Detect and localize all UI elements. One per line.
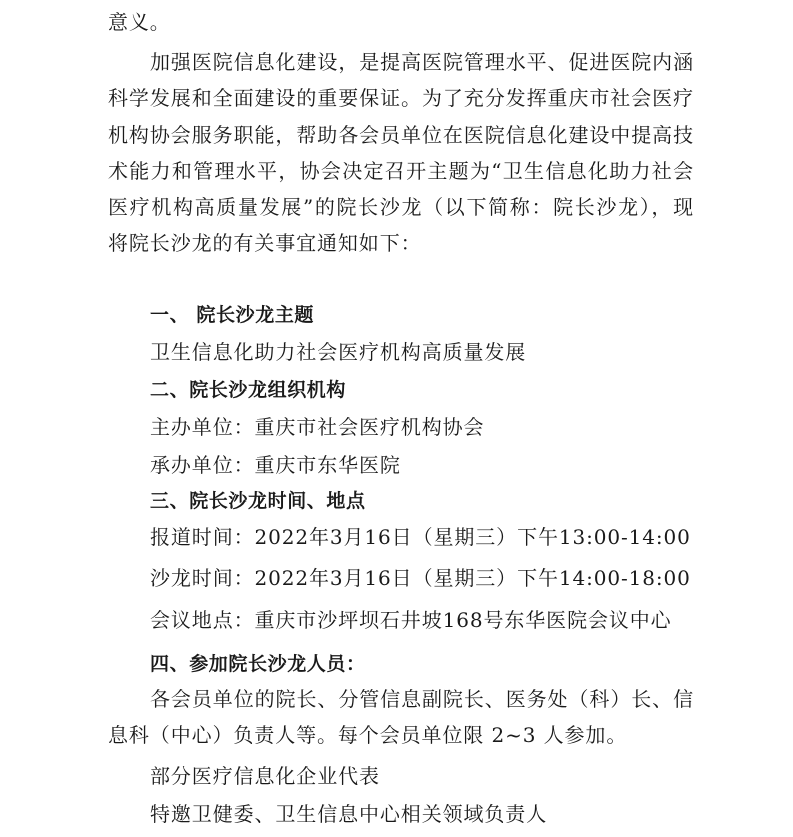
participants-paragraph: 各会员单位的院长、分管信息副院长、医务处（科）长、信息科（中心）负责人等。每个会员单位限 2~3 人参加。 [108, 687, 694, 748]
salon-time-text: 沙龙时间：2022年3月16日（星期三）下午14:00-18:00 [150, 566, 691, 590]
section3-heading: 三、院长沙龙时间、地点 [150, 490, 366, 512]
intro-tail-text: 意义。 [108, 10, 171, 34]
section2-heading: 二、院长沙龙组织机构 [150, 379, 347, 401]
host-unit-text: 主办单位：重庆市社会医疗机构协会 [150, 415, 485, 439]
organizer-unit-text: 承办单位：重庆市东华医院 [150, 453, 401, 477]
section4-heading: 四、参加院长沙龙人员： [150, 653, 366, 675]
participants-item-enterprise: 部分医疗信息化企业代表 [150, 764, 380, 788]
section1-heading: 一、 院长沙龙主题 [150, 304, 315, 326]
intro-paragraph: 加强医院信息化建设，是提高医院管理水平、促进医院内涵科学发展和全面建设的重要保证。为了充分发挥重庆市社会医疗机构协会服务职能，帮助各会员单位在医院信息化建设中提高技术能力和管理水平，协会决定召开主题为“卫生信息化助力社会医疗机构高质量发展”的院长沙龙（以下简称：院长沙龙），现将院长沙龙的有关事宜通知如下： [108, 50, 694, 256]
venue-text: 会议地点：重庆市沙坪坝石井坡168号东华医院会议中心 [150, 608, 672, 632]
checkin-time-text: 报道时间：2022年3月16日（星期三）下午13:00-14:00 [150, 525, 691, 549]
section1-theme-text: 卫生信息化助力社会医疗机构高质量发展 [150, 340, 527, 364]
participants-item-invited: 特邀卫健委、卫生信息中心相关领域负责人 [150, 802, 548, 826]
